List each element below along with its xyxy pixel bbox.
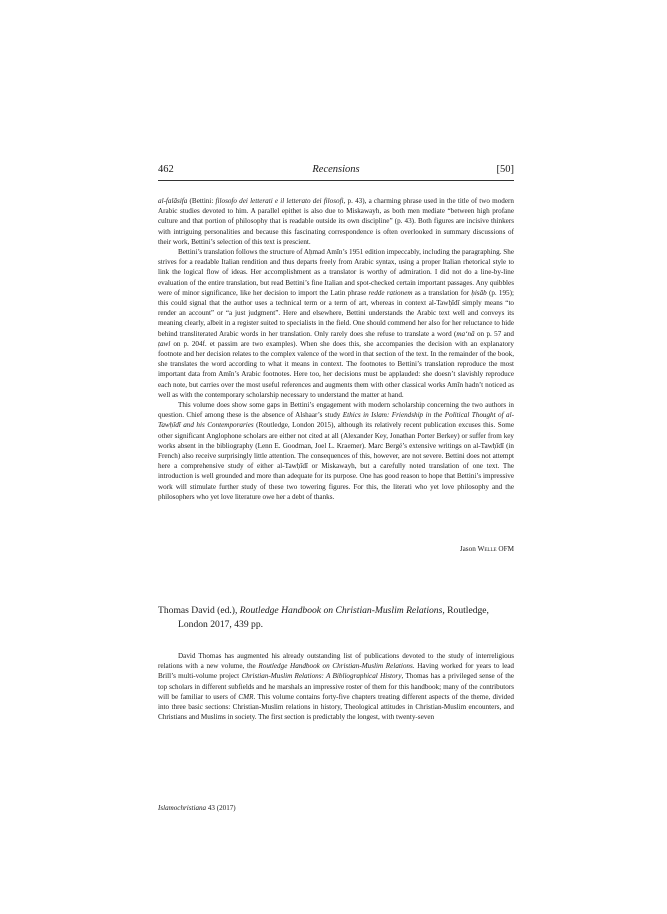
page (158, 0, 514, 914)
signature-last: Welle (477, 545, 497, 553)
text-run: on p. 204f. et passim are two examples). When she does this, she accompanies the decision with an explanatory footnote and her decision relates to the complex valence of the word in that section of the text. In the remainder of the book, she translates the word according to what it means in context. The footnotes to Bettini’s translation reproduce the most important data from Amīn’s Arabic footnotes. Here too, her decisions must be applauded: she doesn’t slavishly reproduce each note, but carries over the most useful references and augments them with other classical works Amīn hadn’t noticed as well as with the contemporary scholarship necessary to understand the matter at hand. (158, 339, 514, 399)
text-run: David Thomas has augmented his already outstanding list of publications devoted to the study of interreligious relations with a new volume, the (158, 652, 514, 671)
journal-volume: 43 (2017) (206, 804, 236, 812)
italic-term: Christian-Muslim Relations: A Bibliographical History (241, 672, 402, 681)
text-run: as a translation for (412, 288, 472, 297)
reviewer-signature (460, 545, 514, 553)
review2-body (158, 651, 514, 722)
text-run: . This volume contains forty-five chapters treating different aspects of the theme, divided into three basic sections: Christian-Muslim relations in history, Theological attitudes in Christian-Muslim encounters, and Christians and Muslims in society. The first section is predictably the longest, with twenty-seven (158, 692, 514, 722)
text-run: , p. 43), a charming phrase used in the title of two modern Arabic studies devoted to him. A parallel epithet is also due to Miskawayh, as both men mediate “between high profane culture and that portion of philosophy that is readable outside its own discipline” (p. 43). Both figures are incisive thinkers with intriguing personalities and because this fascinating correspondence is often overlooked in summary discussions of their work, Bettini’s selection of this text is prescient. (158, 197, 514, 246)
paragraph (158, 651, 514, 722)
heading-line (158, 604, 514, 618)
journal-name: Islamochristiana (158, 804, 207, 812)
italic-term: al-falāsifa (158, 197, 188, 205)
italic-term: filosofo dei letterati e il letterato dei filosofi (215, 197, 344, 205)
heading-line: London 2017, 439 pp. (178, 619, 264, 630)
review-heading (158, 604, 514, 632)
book-title: Routledge Handbook on Christian-Muslim Relations (239, 605, 443, 616)
text-run: This volume does show some gaps in Bettini’s engagement with modern scholarship concerning the two authors in question. Chief among these is the absence of Alshaar’s study (158, 401, 514, 420)
signature-suffix: OFM (496, 545, 514, 553)
running-title: Recensions (312, 164, 360, 175)
italic-term: Routledge Handbook on Christian-Muslim Relations (258, 662, 413, 671)
text-run: (p. 195); this could signal that the author uses a technical term or a term of art, whereas in context al-Tawḥīdī simply means “to render an account” or “a just judgment”. Here and elsewhere, Bettini understands the Arabic text well and conveys its meaning clearly, albeit in a register suited to specialists in the field. One should commend her also for her reluctance to hide behind transliterated Arabic words in her translation. Only rarely does she refuse to translate a word ( (158, 288, 514, 338)
running-header (158, 164, 514, 178)
paragraph (158, 400, 514, 502)
text-run: Bettini’s translation follows the structure of Aḥmad Amīn’s 1951 edition impeccably, including the paragraphing. She strives for a readable Italian rendition and thus departs freely from Arabic syntax, using a proper Italian rhetorical style to link the logical flow of ideas. Her accomplishment as a translator is worthy of admiration. I did not do a line-by-line evaluation of the entire translation, but read Bettini’s fine Italian and spot-checked certain important passages. Any quibbles were of minor significance, like her decision to import the Latin phrase (158, 248, 514, 297)
italic-term: redde rationem (368, 288, 413, 297)
review-body (158, 196, 514, 502)
bracket-number: [50] (496, 164, 514, 175)
italic-term: ḥisāb (471, 288, 487, 297)
italic-term: ma‘nā (456, 329, 475, 338)
page-footer (158, 804, 236, 812)
text-run: (Routledge, London 2015), although its relatively recent publication excuses this. Some other significant Anglophone scholars are either not cited at all (Alexander Key, Jonathan Porter Berkey) or suffer from key works absent in the bibliography (Lenn E. Goodman, Joel L. Kraemer). Marc Bergé’s extensive writings on al-Tawḥīdī (in French) also receive surprisingly little attention. The consequences of this, however, are not severe. Bettini does not attempt here a comprehensive study of either al-Tawḥīdī or Miskawayh, but a carefully noted translation of one text. The introduction is well grounded and more than adequate for its purpose. One has good reason to hope that Bettini’s impressive work will stimulate further study of these two towering figures. For this, the literati who yet love philosophy and the philosophers who yet love literature owe her a debt of thanks. (158, 421, 514, 501)
text-run: . Having worked for years to lead Brill’s multi-volume project (158, 662, 514, 681)
text-run: , Routledge, (442, 605, 489, 616)
italic-term: ṭawl (158, 339, 171, 348)
text-run: on p. 57 and (474, 329, 514, 338)
page-number: 462 (158, 164, 174, 175)
italic-term: Ethics in Islam: Friendship in the Political Thought of al-Tawḥīdī and his Contemporaries (158, 411, 514, 430)
text-run: (Bettini: (187, 197, 216, 205)
paragraph (158, 247, 514, 400)
text-run: Thomas David (ed.), (158, 605, 240, 616)
italic-term: CMR (238, 692, 254, 701)
paragraph (158, 196, 514, 247)
signature-first: Jason (459, 545, 478, 553)
text-run: , Thomas has a privileged sense of the top scholars in different subfields and he marshals an impressive roster of them for this handbook; many of the contributors will be familiar to users of (158, 672, 514, 701)
header-rule (158, 180, 514, 181)
